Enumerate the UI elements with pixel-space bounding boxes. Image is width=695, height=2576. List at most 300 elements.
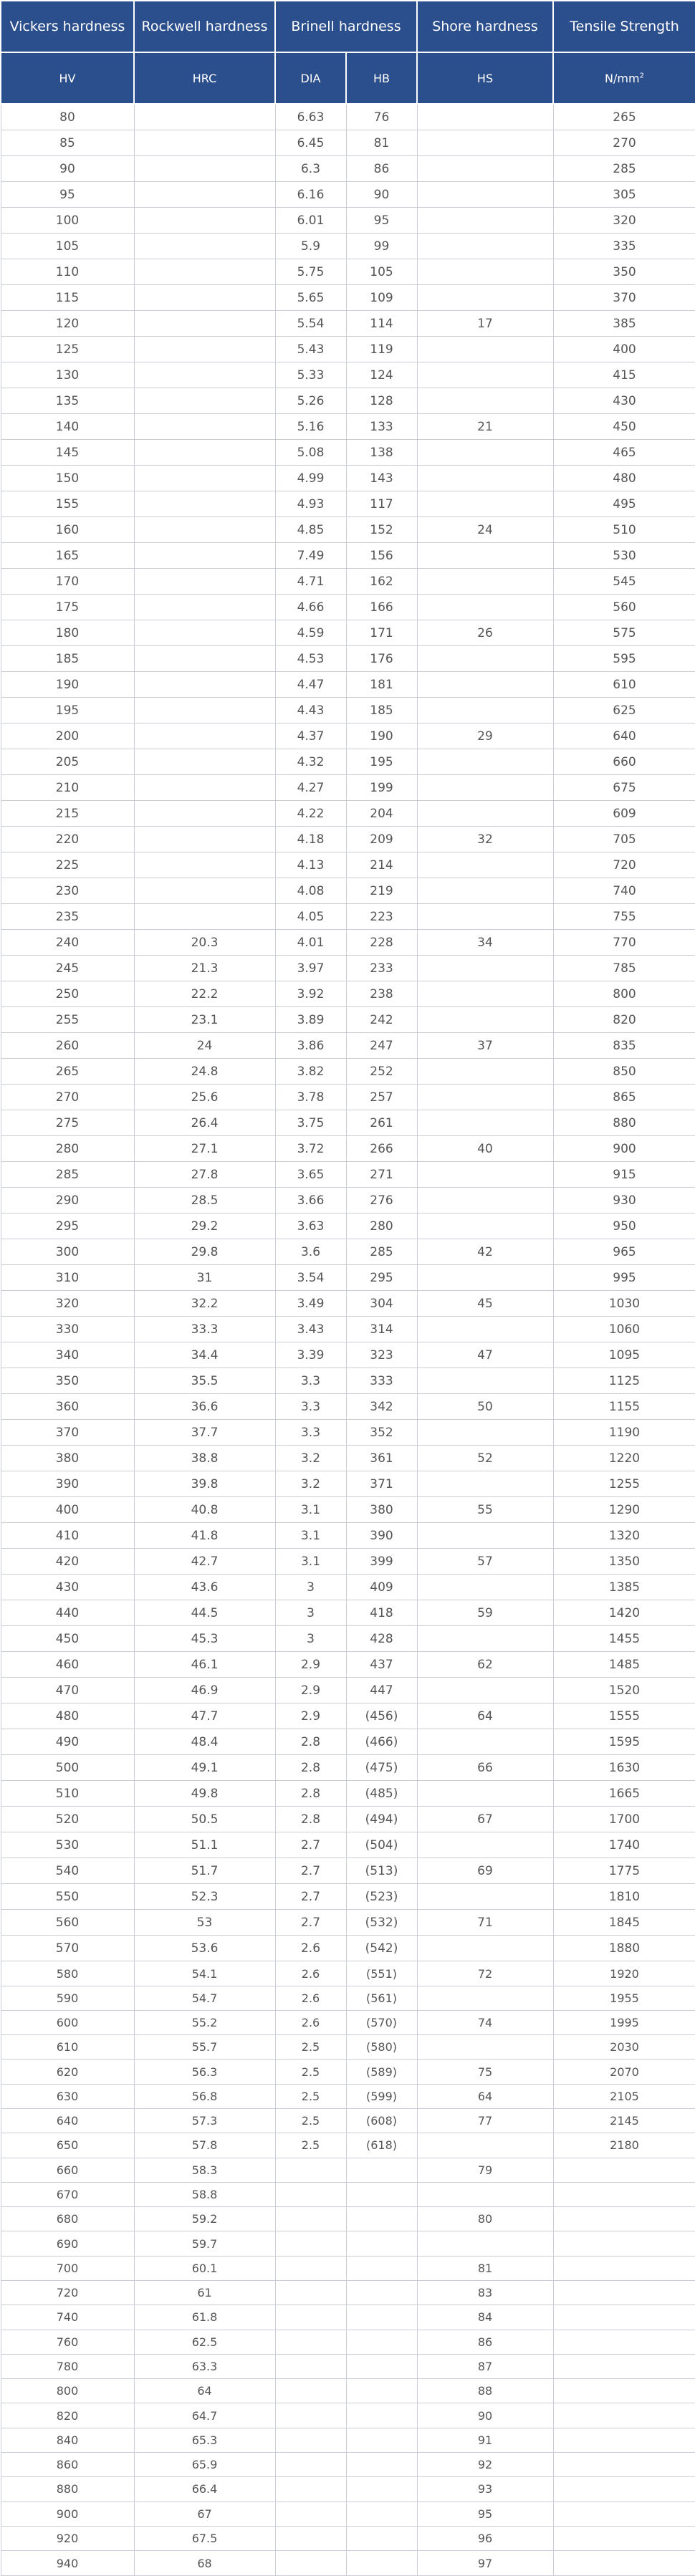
- cell-hv: 860: [1, 2452, 134, 2476]
- cell-hs: 64: [417, 1703, 553, 1729]
- table-row: [1, 904, 695, 930]
- cell-hrc: 24: [134, 1033, 275, 1059]
- cell-dia: 6.01: [275, 208, 346, 234]
- cell-hs: [417, 1575, 553, 1600]
- cell-tensile: 1385: [553, 1575, 695, 1600]
- table-row: [1, 2501, 695, 2526]
- cell-hrc: 44.5: [134, 1600, 275, 1626]
- cell-hv: 320: [1, 1291, 134, 1317]
- cell-tensile: 820: [553, 1007, 695, 1033]
- cell-dia: 2.8: [275, 1781, 346, 1807]
- table-row: [1, 2207, 695, 2231]
- cell-hb: 166: [346, 595, 417, 620]
- cell-hb: [346, 2428, 417, 2452]
- cell-tensile: 335: [553, 234, 695, 259]
- cell-dia: 3.54: [275, 1265, 346, 1291]
- cell-hv: 80: [1, 104, 134, 130]
- cell-hs: 72: [417, 1961, 553, 1986]
- cell-dia: 3.82: [275, 1059, 346, 1085]
- cell-tensile: 270: [553, 130, 695, 156]
- cell-hb: 81: [346, 130, 417, 156]
- cell-hs: 86: [417, 2330, 553, 2354]
- cell-tensile: 265: [553, 104, 695, 130]
- cell-hb: [346, 2379, 417, 2403]
- cell-dia: 2.7: [275, 1884, 346, 1910]
- cell-tensile: [553, 2182, 695, 2206]
- cell-dia: 3.86: [275, 1033, 346, 1059]
- cell-hv: 245: [1, 956, 134, 981]
- cell-hs: 96: [417, 2526, 553, 2550]
- cell-tensile: [553, 2256, 695, 2280]
- cell-hv: 285: [1, 1162, 134, 1188]
- cell-dia: 2.5: [275, 2035, 346, 2060]
- cell-dia: [275, 2551, 346, 2576]
- cell-dia: [275, 2403, 346, 2428]
- table-row: [1, 517, 695, 543]
- cell-hb: [346, 2256, 417, 2280]
- table-row: [1, 1239, 695, 1265]
- cell-hrc: [134, 388, 275, 414]
- cell-hb: [346, 2354, 417, 2378]
- cell-hrc: [134, 156, 275, 182]
- cell-hb: 252: [346, 1059, 417, 1085]
- cell-hv: 340: [1, 1342, 134, 1368]
- cell-hs: [417, 801, 553, 827]
- table-row: [1, 1910, 695, 1936]
- cell-hrc: [134, 672, 275, 698]
- cell-hv: 500: [1, 1755, 134, 1781]
- cell-hb: 285: [346, 1239, 417, 1265]
- cell-dia: [275, 2256, 346, 2280]
- cell-tensile: 1845: [553, 1910, 695, 1936]
- cell-tensile: 2105: [553, 2084, 695, 2108]
- cell-hv: 670: [1, 2182, 134, 2206]
- cell-hs: [417, 2035, 553, 2060]
- cell-hs: [417, 775, 553, 801]
- cell-hv: 540: [1, 1858, 134, 1884]
- subheader-hs: HS: [417, 52, 553, 104]
- cell-hv: 780: [1, 2354, 134, 2378]
- cell-hrc: 50.5: [134, 1807, 275, 1832]
- subheader-hv: HV: [1, 52, 134, 104]
- cell-hs: [417, 2133, 553, 2158]
- table-row: [1, 2305, 695, 2330]
- table-row: [1, 1884, 695, 1910]
- cell-hrc: 34.4: [134, 1342, 275, 1368]
- table-row: [1, 182, 695, 208]
- cell-hs: 64: [417, 2084, 553, 2108]
- cell-tensile: [553, 2551, 695, 2576]
- table-row: [1, 466, 695, 491]
- cell-tensile: 1555: [553, 1703, 695, 1729]
- cell-hrc: 49.8: [134, 1781, 275, 1807]
- cell-hv: 330: [1, 1317, 134, 1342]
- cell-hrc: 58.8: [134, 2182, 275, 2206]
- cell-dia: 2.7: [275, 1832, 346, 1858]
- cell-hb: 261: [346, 1110, 417, 1136]
- cell-hs: 67: [417, 1807, 553, 1832]
- cell-hv: 460: [1, 1652, 134, 1678]
- cell-hs: [417, 1832, 553, 1858]
- cell-hv: 350: [1, 1368, 134, 1394]
- cell-hb: 399: [346, 1549, 417, 1575]
- cell-dia: 2.5: [275, 2084, 346, 2108]
- cell-dia: 2.6: [275, 2010, 346, 2034]
- cell-hs: 90: [417, 2403, 553, 2428]
- cell-hv: 215: [1, 801, 134, 827]
- cell-tensile: 530: [553, 543, 695, 569]
- cell-hv: 620: [1, 2060, 134, 2084]
- cell-hs: [417, 337, 553, 362]
- cell-hb: 304: [346, 1291, 417, 1317]
- cell-hb: 95: [346, 208, 417, 234]
- cell-hb: 119: [346, 337, 417, 362]
- cell-hb: (494): [346, 1807, 417, 1832]
- cell-dia: 3.72: [275, 1136, 346, 1162]
- cell-hrc: 58.3: [134, 2158, 275, 2182]
- cell-tensile: 1095: [553, 1342, 695, 1368]
- cell-hv: 360: [1, 1394, 134, 1420]
- cell-dia: 3: [275, 1626, 346, 1652]
- cell-hrc: 24.8: [134, 1059, 275, 1085]
- cell-dia: [275, 2452, 346, 2476]
- cell-hv: 180: [1, 620, 134, 646]
- cell-dia: 5.54: [275, 311, 346, 337]
- cell-tensile: 510: [553, 517, 695, 543]
- cell-tensile: 1775: [553, 1858, 695, 1884]
- cell-hrc: 35.5: [134, 1368, 275, 1394]
- cell-dia: 5.9: [275, 234, 346, 259]
- table-row: [1, 1033, 695, 1059]
- cell-hrc: 27.8: [134, 1162, 275, 1188]
- cell-tensile: [553, 2330, 695, 2354]
- cell-dia: 4.43: [275, 698, 346, 724]
- cell-hv: 185: [1, 646, 134, 672]
- cell-dia: 4.18: [275, 827, 346, 852]
- cell-hb: (589): [346, 2060, 417, 2084]
- cell-tensile: 2030: [553, 2035, 695, 2060]
- cell-hs: 77: [417, 2109, 553, 2133]
- cell-dia: 6.63: [275, 104, 346, 130]
- table-row: [1, 1858, 695, 1884]
- cell-hrc: 60.1: [134, 2256, 275, 2280]
- cell-hs: 50: [417, 1394, 553, 1420]
- cell-hv: 440: [1, 1600, 134, 1626]
- cell-hb: 437: [346, 1652, 417, 1678]
- cell-tensile: 575: [553, 620, 695, 646]
- cell-hb: 352: [346, 1420, 417, 1446]
- cell-tensile: 865: [553, 1085, 695, 1110]
- cell-tensile: 370: [553, 285, 695, 311]
- cell-hs: [417, 698, 553, 724]
- cell-hs: [417, 362, 553, 388]
- cell-hrc: 29.2: [134, 1213, 275, 1239]
- cell-tensile: 995: [553, 1265, 695, 1291]
- cell-hv: 125: [1, 337, 134, 362]
- cell-tensile: 1125: [553, 1368, 695, 1394]
- cell-hv: 600: [1, 2010, 134, 2034]
- cell-hv: 290: [1, 1188, 134, 1213]
- cell-dia: [275, 2379, 346, 2403]
- cell-hb: 185: [346, 698, 417, 724]
- cell-hs: [417, 104, 553, 130]
- cell-hb: (542): [346, 1936, 417, 1961]
- cell-dia: 3.1: [275, 1497, 346, 1523]
- cell-hs: 84: [417, 2305, 553, 2330]
- cell-hrc: 40.8: [134, 1497, 275, 1523]
- cell-dia: 4.22: [275, 801, 346, 827]
- cell-tensile: 1995: [553, 2010, 695, 2034]
- table-row: [1, 414, 695, 440]
- cell-dia: 4.01: [275, 930, 346, 956]
- table-row: [1, 1807, 695, 1832]
- cell-tensile: [553, 2207, 695, 2231]
- table-row: [1, 1549, 695, 1575]
- cell-hb: 247: [346, 1033, 417, 1059]
- table-row: [1, 1342, 695, 1368]
- table-body: [1, 104, 695, 2576]
- cell-hb: 242: [346, 1007, 417, 1033]
- cell-hrc: [134, 491, 275, 517]
- cell-hs: 79: [417, 2158, 553, 2182]
- cell-hb: (580): [346, 2035, 417, 2060]
- cell-tensile: 385: [553, 311, 695, 337]
- cell-dia: 2.6: [275, 1986, 346, 2010]
- table-row: [1, 2084, 695, 2108]
- cell-hv: 95: [1, 182, 134, 208]
- cell-hrc: 55.7: [134, 2035, 275, 2060]
- table-row: [1, 1729, 695, 1755]
- cell-tensile: 1665: [553, 1781, 695, 1807]
- cell-hb: 323: [346, 1342, 417, 1368]
- cell-tensile: 400: [553, 337, 695, 362]
- table-row: [1, 749, 695, 775]
- table-row: [1, 104, 695, 130]
- cell-hv: 480: [1, 1703, 134, 1729]
- cell-hrc: 54.1: [134, 1961, 275, 1986]
- table-row: [1, 1575, 695, 1600]
- cell-hs: [417, 956, 553, 981]
- cell-dia: [275, 2428, 346, 2452]
- cell-tensile: 1520: [553, 1678, 695, 1703]
- cell-hs: [417, 878, 553, 904]
- cell-hv: 250: [1, 981, 134, 1007]
- table-row: [1, 1162, 695, 1188]
- cell-hs: [417, 543, 553, 569]
- cell-hv: 130: [1, 362, 134, 388]
- cell-dia: 3.49: [275, 1291, 346, 1317]
- table-row: [1, 2231, 695, 2256]
- table-row: [1, 1986, 695, 2010]
- table-row: [1, 1678, 695, 1703]
- cell-tensile: 740: [553, 878, 695, 904]
- cell-dia: [275, 2477, 346, 2501]
- cell-hrc: 27.1: [134, 1136, 275, 1162]
- cell-dia: 3.3: [275, 1420, 346, 1446]
- cell-hb: (618): [346, 2133, 417, 2158]
- cell-hv: 280: [1, 1136, 134, 1162]
- cell-hrc: [134, 362, 275, 388]
- cell-dia: 3.3: [275, 1368, 346, 1394]
- table-row: [1, 2010, 695, 2034]
- cell-dia: 6.45: [275, 130, 346, 156]
- cell-hv: 390: [1, 1471, 134, 1497]
- cell-hb: [346, 2452, 417, 2476]
- cell-hs: [417, 234, 553, 259]
- cell-hrc: 22.2: [134, 981, 275, 1007]
- cell-hs: [417, 208, 553, 234]
- table-row: [1, 2158, 695, 2182]
- cell-hv: 760: [1, 2330, 134, 2354]
- cell-hb: 266: [346, 1136, 417, 1162]
- table-row: [1, 1317, 695, 1342]
- cell-hrc: [134, 234, 275, 259]
- cell-tensile: 465: [553, 440, 695, 466]
- table-row: [1, 827, 695, 852]
- cell-hrc: 36.6: [134, 1394, 275, 1420]
- cell-hrc: [134, 724, 275, 749]
- table-row: [1, 1085, 695, 1110]
- cell-hv: 490: [1, 1729, 134, 1755]
- table-row: [1, 2551, 695, 2576]
- cell-dia: 4.99: [275, 466, 346, 491]
- cell-hs: [417, 646, 553, 672]
- cell-tensile: 1810: [553, 1884, 695, 1910]
- table-row: [1, 1936, 695, 1961]
- cell-hv: 110: [1, 259, 134, 285]
- cell-hrc: 29.8: [134, 1239, 275, 1265]
- cell-tensile: 1740: [553, 1832, 695, 1858]
- cell-hb: 276: [346, 1188, 417, 1213]
- cell-tensile: 1290: [553, 1497, 695, 1523]
- cell-hv: 530: [1, 1832, 134, 1858]
- subheader-hb: HB: [346, 52, 417, 104]
- header-row-main: [1, 1, 695, 52]
- cell-tensile: 1350: [553, 1549, 695, 1575]
- cell-hrc: 48.4: [134, 1729, 275, 1755]
- cell-hb: [346, 2477, 417, 2501]
- cell-hrc: 33.3: [134, 1317, 275, 1342]
- cell-hv: 170: [1, 569, 134, 595]
- table-row: [1, 1961, 695, 1986]
- cell-tensile: [553, 2526, 695, 2550]
- cell-dia: 3.1: [275, 1549, 346, 1575]
- table-row: [1, 1600, 695, 1626]
- cell-tensile: 560: [553, 595, 695, 620]
- cell-hs: [417, 2182, 553, 2206]
- table-row: [1, 569, 695, 595]
- cell-tensile: 835: [553, 1033, 695, 1059]
- cell-dia: 2.5: [275, 2060, 346, 2084]
- cell-hb: 428: [346, 1626, 417, 1652]
- table-row: [1, 285, 695, 311]
- cell-dia: 3.43: [275, 1317, 346, 1342]
- cell-hs: [417, 569, 553, 595]
- cell-hv: 300: [1, 1239, 134, 1265]
- cell-hs: [417, 1523, 553, 1549]
- cell-hv: 210: [1, 775, 134, 801]
- cell-hs: 69: [417, 1858, 553, 1884]
- table-row: [1, 1832, 695, 1858]
- cell-dia: 2.8: [275, 1729, 346, 1755]
- cell-hs: [417, 1884, 553, 1910]
- cell-tensile: 609: [553, 801, 695, 827]
- cell-hv: 150: [1, 466, 134, 491]
- cell-tensile: 770: [553, 930, 695, 956]
- cell-hrc: 47.7: [134, 1703, 275, 1729]
- cell-hrc: 64: [134, 2379, 275, 2403]
- table-row: [1, 1652, 695, 1678]
- cell-tensile: 880: [553, 1110, 695, 1136]
- cell-hb: [346, 2330, 417, 2354]
- cell-hrc: [134, 543, 275, 569]
- cell-dia: 6.16: [275, 182, 346, 208]
- cell-hv: 85: [1, 130, 134, 156]
- cell-hv: 260: [1, 1033, 134, 1059]
- cell-hv: 140: [1, 414, 134, 440]
- cell-hb: 371: [346, 1471, 417, 1497]
- cell-tensile: 285: [553, 156, 695, 182]
- cell-dia: 2.7: [275, 1910, 346, 1936]
- cell-hv: 510: [1, 1781, 134, 1807]
- cell-hs: 91: [417, 2428, 553, 2452]
- cell-hv: 240: [1, 930, 134, 956]
- cell-hrc: [134, 595, 275, 620]
- cell-dia: 3.6: [275, 1239, 346, 1265]
- cell-dia: [275, 2207, 346, 2231]
- table-row: [1, 801, 695, 827]
- cell-hb: 109: [346, 285, 417, 311]
- cell-hv: 520: [1, 1807, 134, 1832]
- cell-hs: 17: [417, 311, 553, 337]
- cell-dia: 5.16: [275, 414, 346, 440]
- cell-dia: 4.59: [275, 620, 346, 646]
- cell-hb: (466): [346, 1729, 417, 1755]
- cell-dia: [275, 2501, 346, 2526]
- cell-hrc: 54.7: [134, 1986, 275, 2010]
- subheader-dia: DIA: [275, 52, 346, 104]
- table-row: [1, 362, 695, 388]
- cell-hv: 640: [1, 2109, 134, 2133]
- cell-hrc: [134, 878, 275, 904]
- cell-hv: 160: [1, 517, 134, 543]
- cell-hrc: [134, 208, 275, 234]
- header-row-units: [1, 52, 695, 104]
- table-row: [1, 2109, 695, 2133]
- cell-hv: 135: [1, 388, 134, 414]
- cell-hb: 199: [346, 775, 417, 801]
- cell-hs: 62: [417, 1652, 553, 1678]
- cell-hb: 228: [346, 930, 417, 956]
- cell-hrc: [134, 801, 275, 827]
- cell-hs: [417, 388, 553, 414]
- cell-hb: 380: [346, 1497, 417, 1523]
- cell-hv: 900: [1, 2501, 134, 2526]
- cell-hv: 420: [1, 1549, 134, 1575]
- cell-hv: 295: [1, 1213, 134, 1239]
- cell-tensile: 320: [553, 208, 695, 234]
- cell-dia: 2.6: [275, 1961, 346, 1986]
- cell-hv: 610: [1, 2035, 134, 2060]
- cell-hrc: 52.3: [134, 1884, 275, 1910]
- cell-hrc: 46.9: [134, 1678, 275, 1703]
- cell-hv: 90: [1, 156, 134, 182]
- table-header: [1, 1, 695, 104]
- cell-tensile: 675: [553, 775, 695, 801]
- cell-hrc: [134, 414, 275, 440]
- table-row: [1, 1446, 695, 1471]
- table-row: [1, 1291, 695, 1317]
